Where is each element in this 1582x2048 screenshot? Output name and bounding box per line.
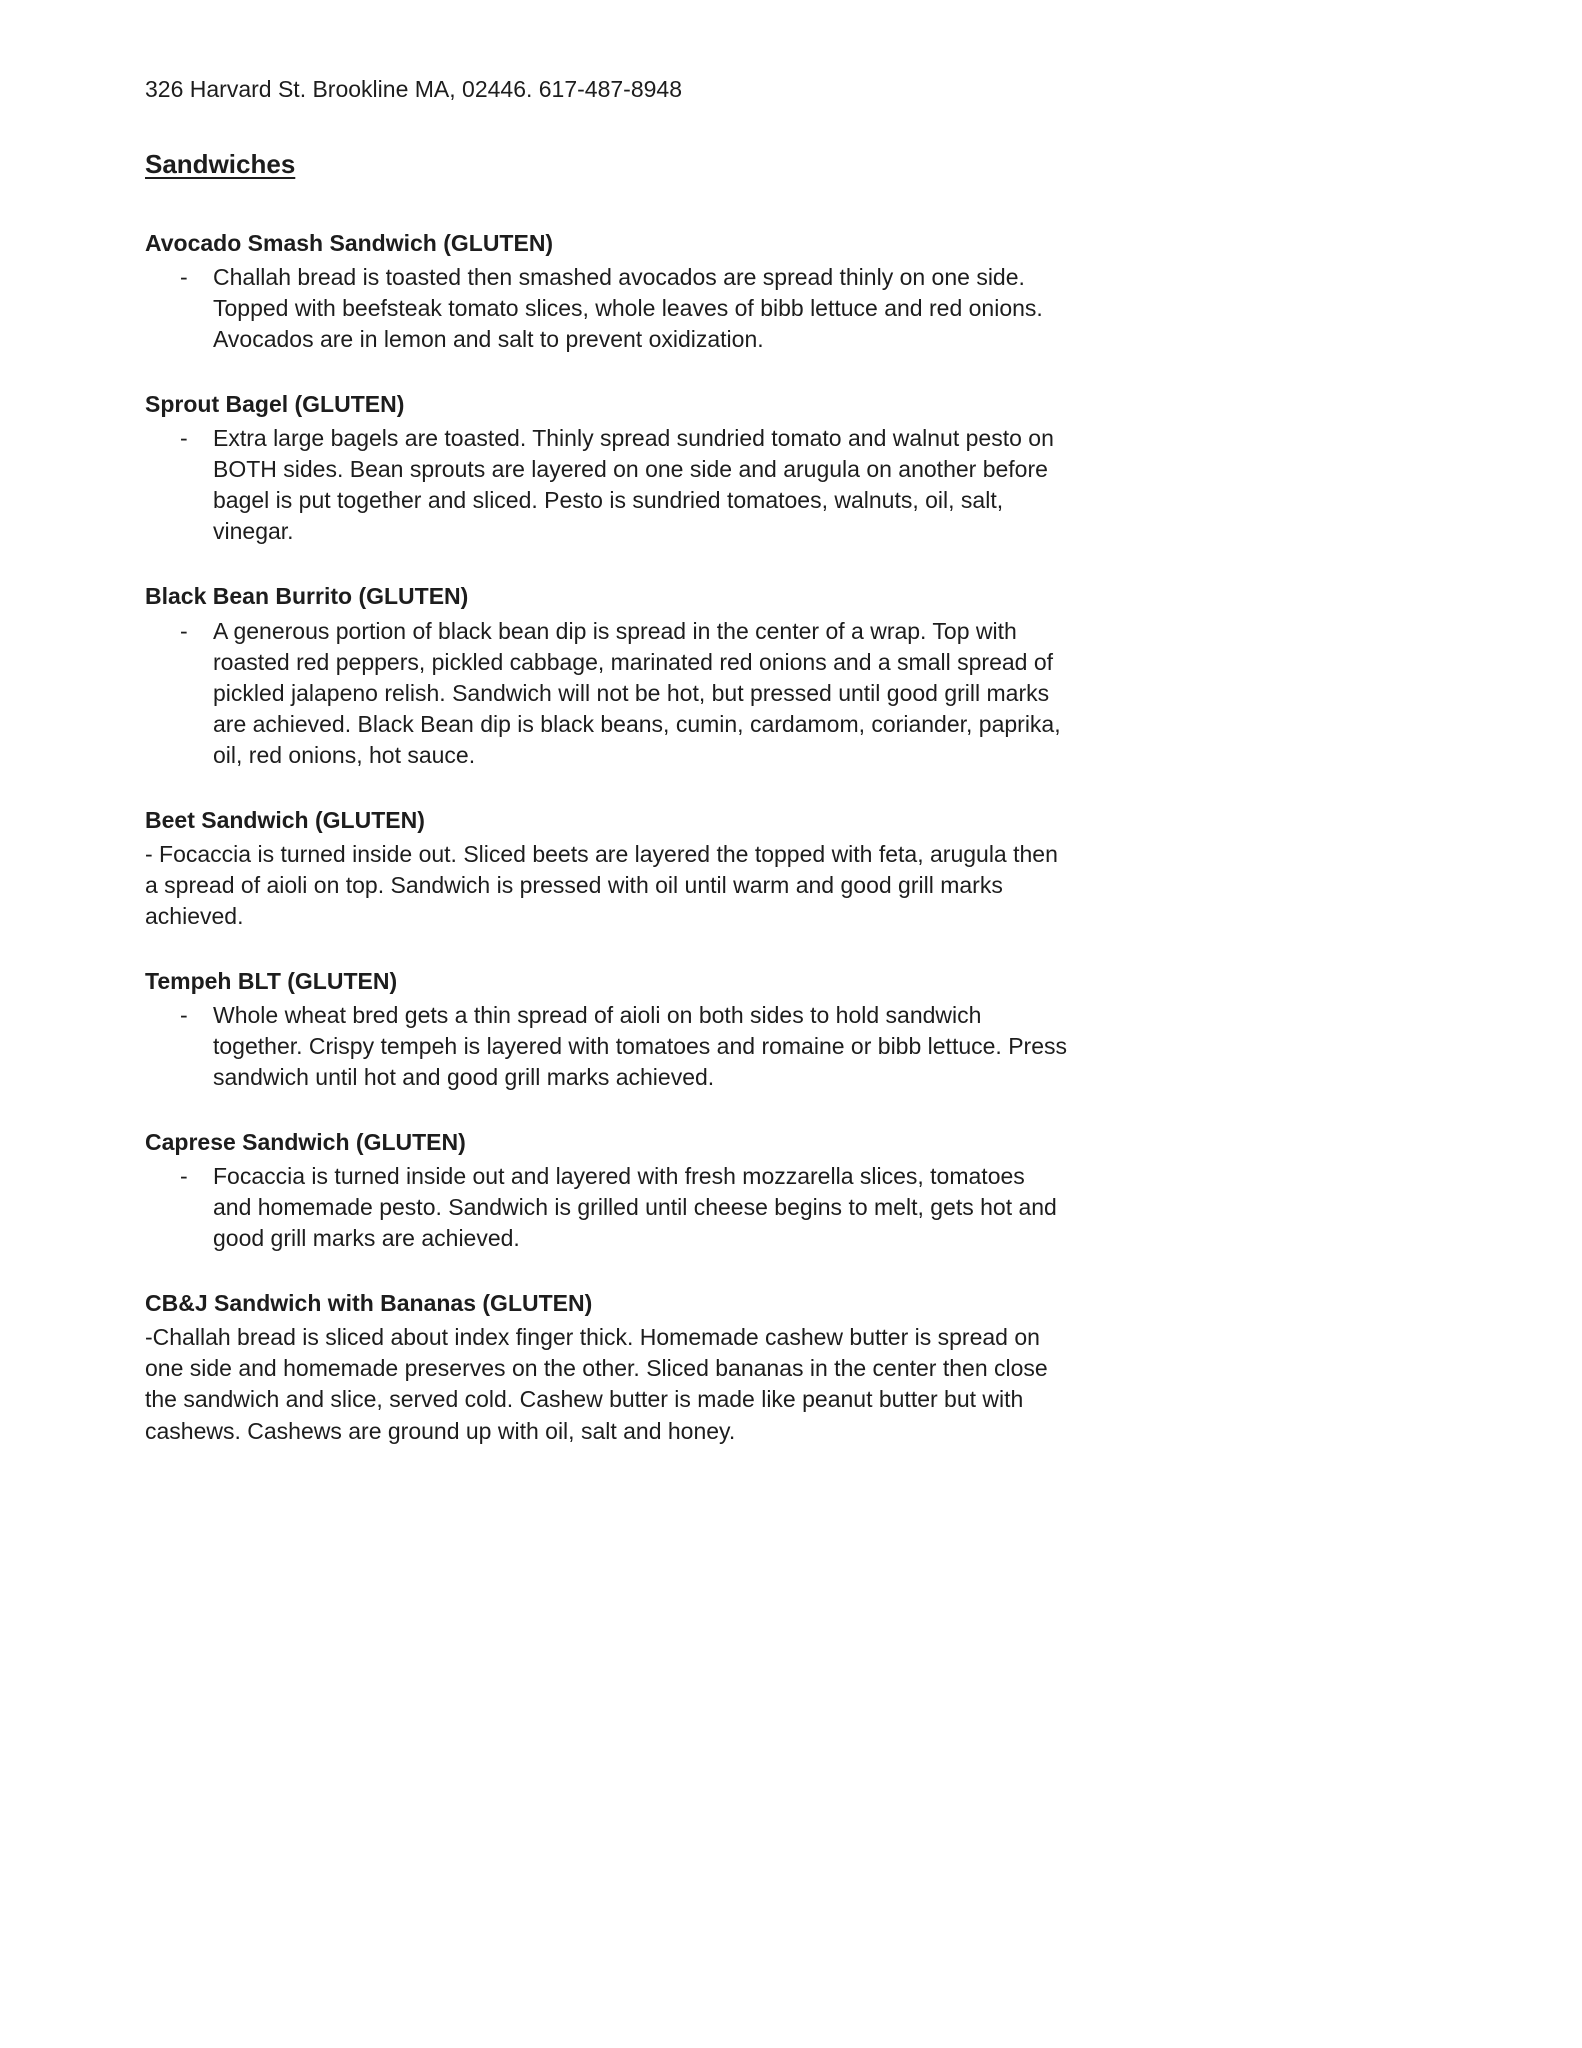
menu-item (145, 966, 1069, 1093)
item-description-text: Whole wheat bred gets a thin spread of aioli on both sides to hold sandwich together. Crispy tempeh is layered with tomatoes and romaine or bibb lettuce. Press sandwich until hot and good grill marks achieved. (213, 1001, 1067, 1091)
item-heading: Sprout Bagel (GLUTEN) (145, 391, 405, 418)
item-heading: CB&J Sandwich with Bananas (GLUTEN) (145, 1290, 593, 1317)
menu-item (145, 1127, 1069, 1254)
item-description-text: Focaccia is turned inside out and layered with fresh mozzarella slices, tomatoes and homemade pesto. Sandwich is grilled until cheese begins to melt, gets hot and good grill marks are achieved. (213, 1163, 1057, 1252)
item-heading: Caprese Sandwich (GLUTEN) (145, 1129, 466, 1156)
bullet-dash: - (180, 1163, 188, 1190)
item-description-text: Extra large bagels are toasted. Thinly spread sundried tomato and walnut pesto on BOTH sides. Bean sprouts are layered on one side and arugula on another before bagel is put together and sliced. Pesto is sundried tomatoes, walnuts, oil, salt, vinegar. (213, 425, 1054, 545)
document-title: Sandwiches (145, 149, 296, 180)
item-description (145, 1000, 1069, 1093)
bullet-dash: - (180, 425, 188, 452)
item-heading: Avocado Smash Sandwich (GLUTEN) (145, 230, 554, 257)
menu-item (145, 1288, 1069, 1446)
document-content (145, 74, 1069, 1447)
item-description (145, 1161, 1069, 1254)
item-heading: Beet Sandwich (GLUTEN) (145, 806, 425, 833)
menu-item (145, 581, 1069, 770)
item-description-text: Challah bread is toasted then smashed avocados are spread thinly on one side. Topped with beefsteak tomato slices, whole leaves of bibb lettuce and red onions. Avocados are in lemon and salt to prevent oxidization. (213, 264, 1043, 353)
item-description-text: A generous portion of black bean dip is spread in the center of a wrap. Top with roasted red peppers, pickled cabbage, marinated red onions and a small spread of pickled jalapeno relish. Sandwich will not be hot, but pressed until good grill marks are achieved. Black Bean dip is black beans, cumin, cardamom, coriander, paprika, oil, red onions, hot sauce. (213, 617, 1061, 768)
menu-item (145, 805, 1069, 932)
item-description: - Focaccia is turned inside out. Sliced beets are layered the topped with feta, arugula then a spread of aioli on top. Sandwich is pressed with oil until warm and good grill marks achieved. (145, 840, 1058, 929)
item-heading: Tempeh BLT (GLUTEN) (145, 967, 398, 994)
item-description (145, 423, 1069, 547)
bullet-dash: - (180, 264, 188, 291)
bullet-dash: - (180, 617, 188, 644)
address-line: 326 Harvard St. Brookline MA, 02446. 617-487-8948 (145, 76, 682, 102)
item-heading: Black Bean Burrito (GLUTEN) (145, 583, 469, 610)
item-description (145, 262, 1069, 355)
item-description (145, 616, 1069, 771)
item-description: -Challah bread is sliced about index finger thick. Homemade cashew butter is spread on one side and homemade preserves on the other. Sliced bananas in the center then close the sandwich and slice, served cold. Cashew butter is made like peanut butter but with cashews. Cashews are ground up with oil, salt and honey. (145, 1324, 1048, 1444)
menu-section (145, 228, 1069, 1447)
bullet-dash: - (180, 1001, 188, 1028)
menu-item (145, 389, 1069, 547)
menu-item (145, 228, 1069, 355)
